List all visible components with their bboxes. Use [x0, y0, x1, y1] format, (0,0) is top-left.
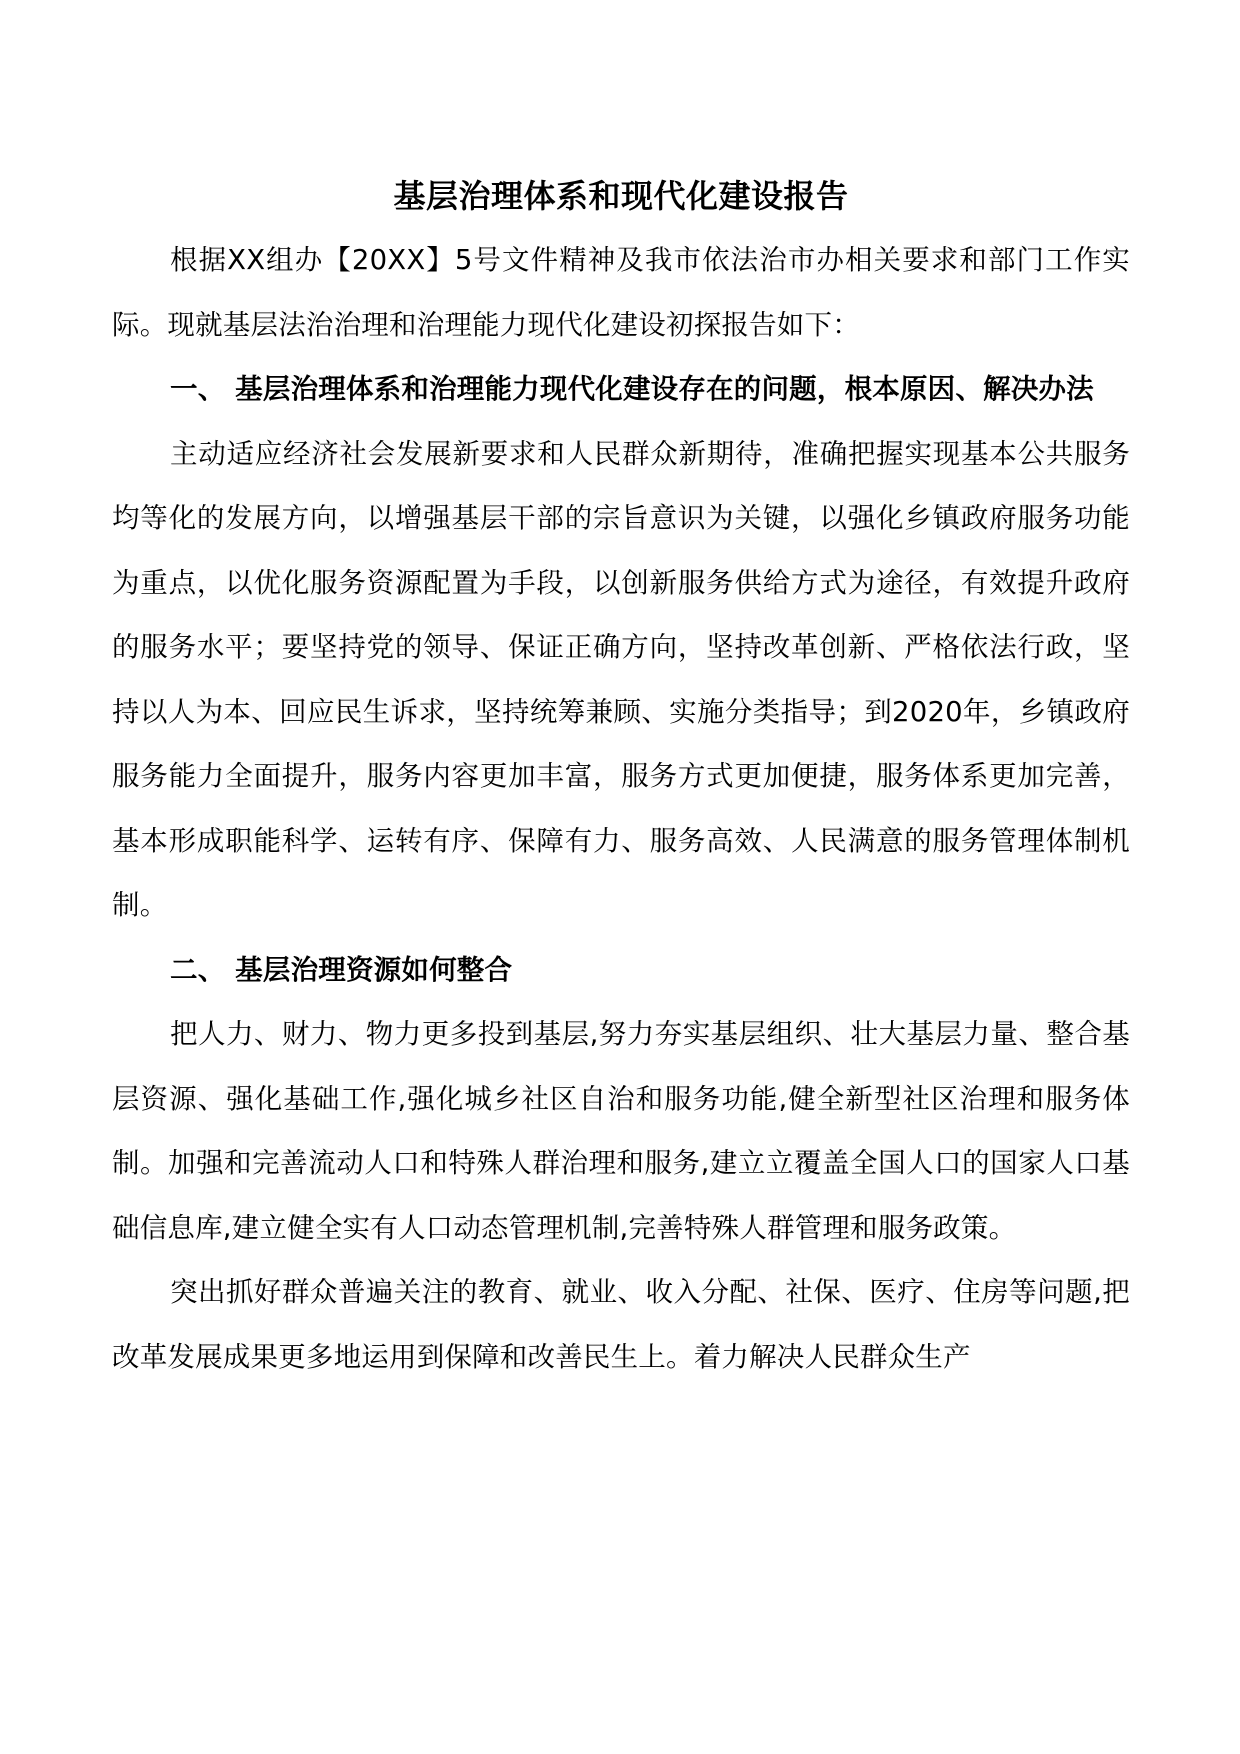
section-2-paragraph-1: 把人力、财力、物力更多投到基层,努力夯实基层组织、壮大基层力量、整合基层资源、强化基础工作,强化城乡社区自治和服务功能,健全新型社区治理和服务体制。加强和完善流动人口和特殊人群治理和服务,建立立覆盖全国人口的国家人口基础信息库,建立健全实有人口动态管理机制,完善特殊人群管理和服务政策。 — [112, 1018, 1130, 1244]
section-1-heading: 一、 基层治理体系和治理能力现代化建设存在的问题，根本原因、解决办法 — [170, 373, 1094, 405]
document-title: 基层治理体系和现代化建设报告 — [393, 177, 849, 215]
section-2-paragraph-2: 突出抓好群众普遍关注的教育、就业、收入分配、社保、医疗、住房等问题,把改革发展成果更多地运用到保障和改善民生上。着力解决人民群众生产 — [112, 1276, 1130, 1373]
section-1-paragraph: 主动适应经济社会发展新要求和人民群众新期待，准确把握实现基本公共服务均等化的发展方向，以增强基层干部的宗旨意识为关键，以强化乡镇政府服务功能为重点，以优化服务资源配置为手段，以创新服务供给方式为途径，有效提升政府的服务水平；要坚持党的领导、保证正确方向，坚持改革创新、严格依法行政，坚持以人为本、回应民生诉求，坚持统筹兼顾、实施分类指导；到2020年，乡镇政府服务能力全面提升，服务内容更加丰富，服务方式更加便捷，服务体系更加完善，基本形成职能科学、运转有序、保障有力、服务高效、人民满意的服务管理体制机制。 — [112, 437, 1130, 921]
section-2-heading: 二、 基层治理资源如何整合 — [170, 953, 513, 986]
document-body — [112, 168, 1130, 1389]
intro-paragraph: 根据XX组办【20XX】5号文件精神及我市依法治市办相关要求和部门工作实际。现就基层法治治理和治理能力现代化建设初探报告如下： — [112, 244, 1130, 341]
